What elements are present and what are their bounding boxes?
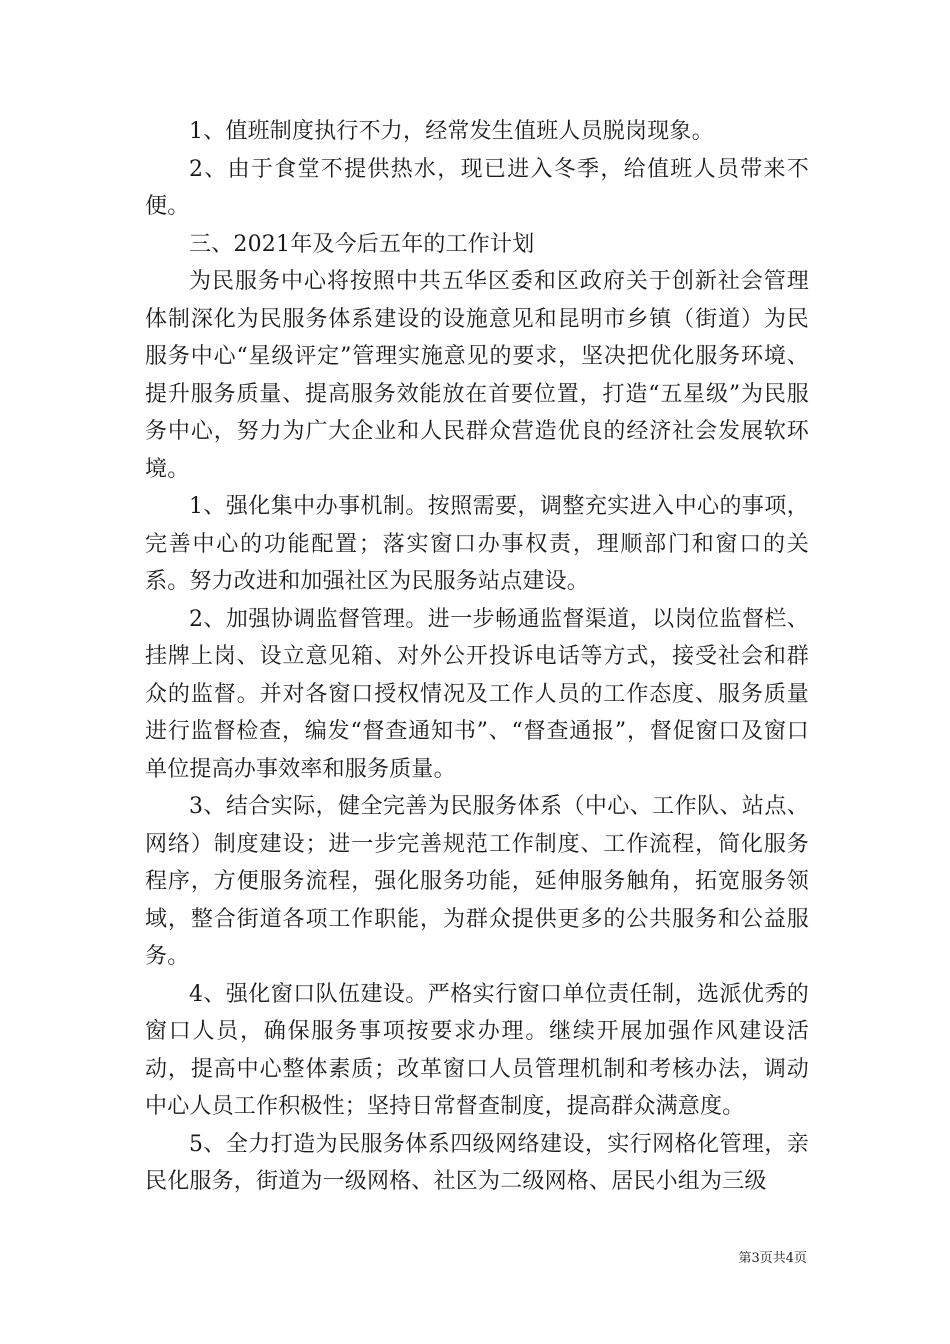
document-body	[145, 113, 809, 1201]
paragraph-plan-item-4: 4、强化窗口队伍建设。严格实行窗口单位责任制，选派优秀的窗口人员，确保服务事项按要求办理。继续开展加强作风建设活动，提高中心整体素质；改革窗口人员管理机制和考核办法，调动中心人员工作积极性；坚持日常督查制度，提高群众满意度。	[145, 981, 809, 1119]
paragraph-plan-item-3: 3、结合实际，健全完善为民服务体系（中心、工作队、站点、网络）制度建设；进一步完善规范工作制度、工作流程，简化服务程序，方便服务流程，强化服务功能，延伸服务触角，拓宽服务领域，整合街道各项工作职能，为群众提供更多的公共服务和公益服务。	[145, 794, 809, 969]
page-number-footer: 第3页共4页	[738, 1251, 807, 1266]
paragraph-plan-item-2: 2、加强协调监督管理。进一步畅通监督渠道，以岗位监督栏、挂牌上岗、设立意见箱、对外公开投诉电话等方式，接受社会和群众的监督。并对各窗口授权情况及工作人员的工作态度、服务质量进行监督检查，编发“督查通知书”、“督查通报”，督促窗口及窗口单位提高办事效率和服务质量。	[145, 606, 809, 782]
paragraph-issue-2: 2、由于食堂不提供热水，现已进入冬季，给值班人员带来不便。	[145, 156, 809, 219]
section-heading-work-plan: 三、2021年及今后五年的工作计划	[189, 231, 535, 257]
paragraph-issue-1: 1、值班制度执行不力，经常发生值班人员脱岗现象。	[189, 119, 714, 144]
paragraph-plan-item-1: 1、强化集中办事机制。按照需要，调整充实进入中心的事项，完善中心的功能配置；落实窗口办事权责，理顺部门和窗口的关系。努力改进和加强社区为民服务站点建设。	[145, 494, 809, 594]
paragraph-plan-item-5: 5、全力打造为民服务体系四级网络建设，实行网格化管理，亲民化服务，街道为一级网格、社区为二级网格、居民小组为三级	[145, 1131, 809, 1194]
paragraph-plan-intro: 为民服务中心将按照中共五华区委和区政府关于创新社会管理体制深化为民服务体系建设的设施意见和昆明市乡镇（街道）为民服务中心“星级评定”管理实施意见的要求，坚决把优化服务环境、提升服务质量、提高服务效能放在首要位置，打造“五星级”为民服务中心，努力为广大企业和人民群众营造优良的经济社会发展软环境。	[145, 269, 809, 482]
